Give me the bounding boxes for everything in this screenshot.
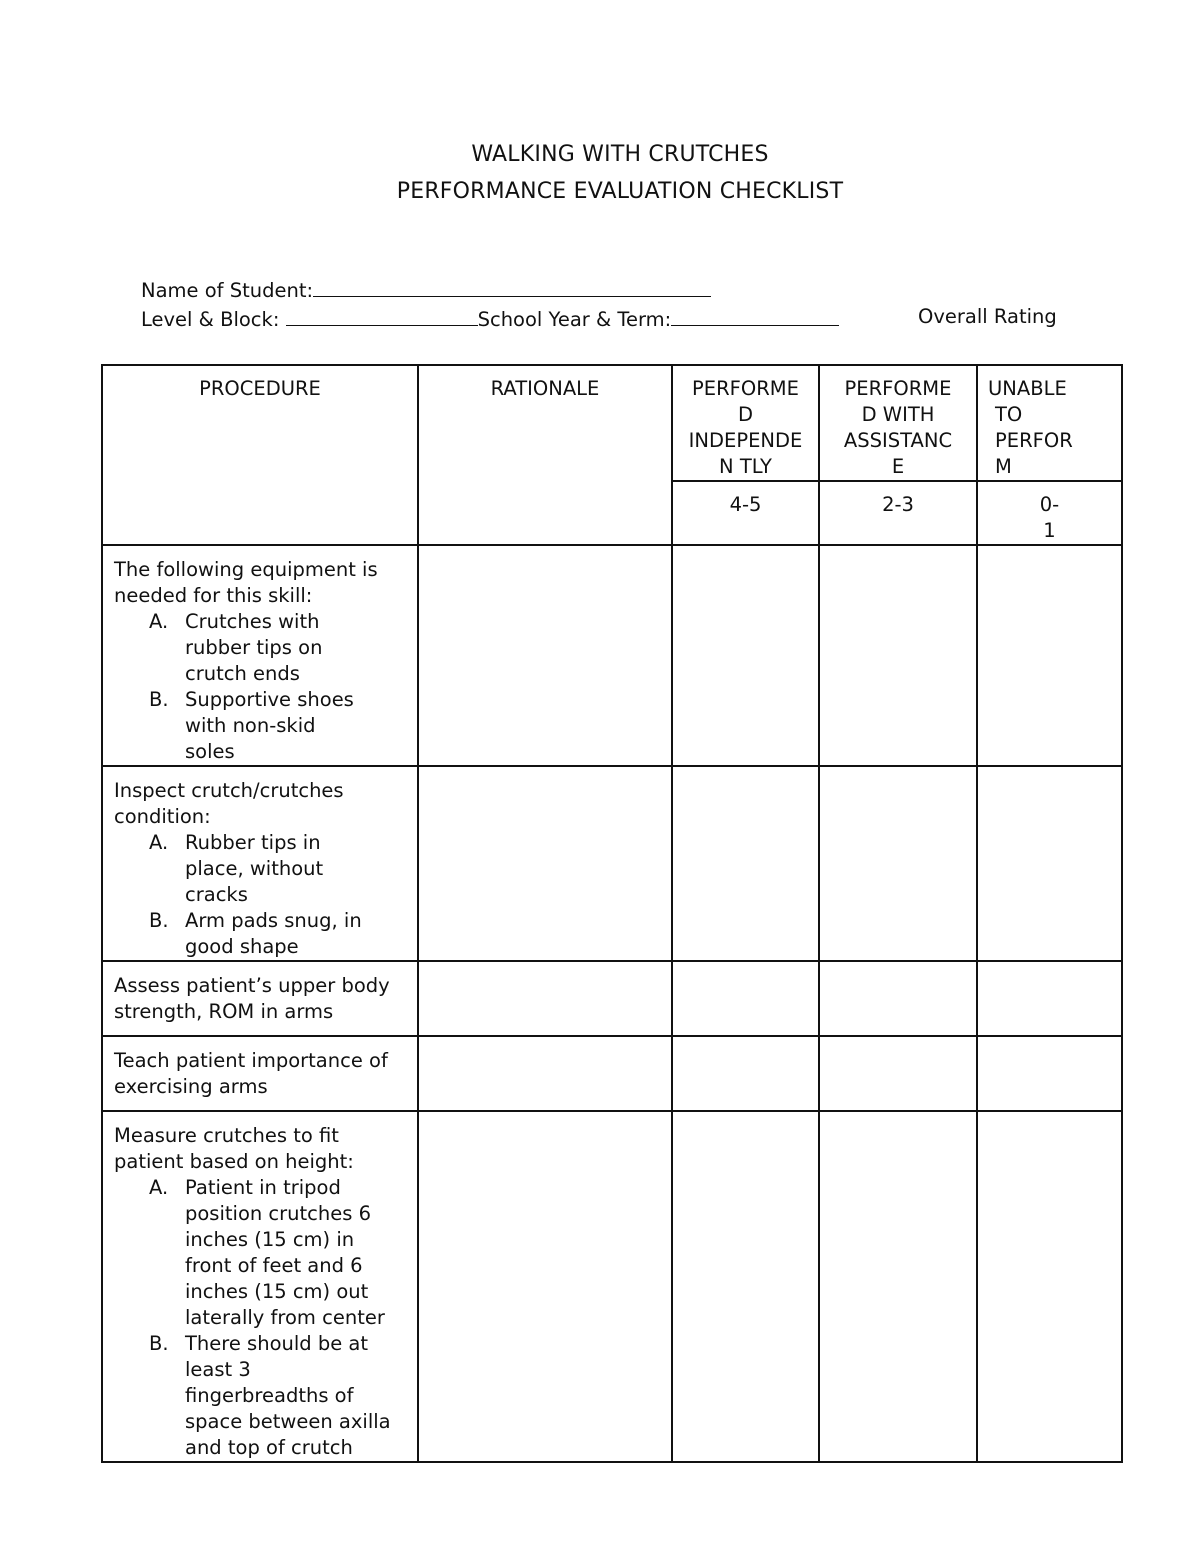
page-title: WALKING WITH CRUTCHES <box>471 142 769 167</box>
list-item: B. There should be at least 3 fingerbreadths of space between axilla and top of crutch <box>149 1332 391 1459</box>
procedure-header <box>102 365 418 545</box>
rationale-cell[interactable] <box>418 766 672 961</box>
procedure-header-label: PROCEDURE <box>199 377 321 400</box>
school-year-label: School Year & Term: <box>477 308 672 331</box>
student-name-blank[interactable] <box>313 276 711 297</box>
score-cell-assistance[interactable] <box>819 961 977 1036</box>
table-row <box>102 961 1122 1036</box>
score-cell-assistance[interactable] <box>819 766 977 961</box>
performed-with-assistance-header: PERFORME D WITH ASSISTANC E <box>819 365 977 481</box>
score-cell-unable[interactable] <box>977 1111 1122 1462</box>
score-unable: 0- 1 <box>977 481 1122 545</box>
rationale-cell[interactable] <box>418 1111 672 1462</box>
table-row <box>102 545 1122 766</box>
list-item: B. Arm pads snug, in good shape <box>149 909 362 958</box>
rationale-cell[interactable] <box>418 961 672 1036</box>
list-item: A. Rubber tips in place, without cracks <box>149 831 324 906</box>
list-item: A. Crutches with rubber tips on crutch ends <box>149 610 323 685</box>
page-subtitle: PERFORMANCE EVALUATION CHECKLIST <box>396 179 844 204</box>
level-block-label: Level & Block: <box>141 308 280 331</box>
score-cell-assistance[interactable] <box>819 545 977 766</box>
overall-rating-label: Overall Rating <box>918 305 1057 328</box>
score-cell-unable[interactable] <box>977 1036 1122 1111</box>
rationale-header-label: RATIONALE <box>490 377 600 400</box>
score-cell-unable[interactable] <box>977 545 1122 766</box>
score-cell-independent[interactable] <box>672 1036 819 1111</box>
rationale-cell[interactable] <box>418 545 672 766</box>
procedure-cell: Measure crutches to fit patient based on height: A. Patient in tripod position crutches 6 inches (15 cm) in front of feet and 6 inches (15 cm) out laterally from center B. There should be at least 3 fingerbreadths of space between axilla and top of crutch <box>102 1111 418 1462</box>
score-cell-assistance[interactable] <box>819 1111 977 1462</box>
school-year-blank[interactable] <box>671 305 839 326</box>
unable-to-perform-header: UNABLE TO PERFOR M <box>977 365 1122 481</box>
score-cell-independent[interactable] <box>672 1111 819 1462</box>
procedure-cell: The following equipment is needed for this skill: A. Crutches with rubber tips on crutch ends B. Supportive shoes with non-skid soles <box>102 545 418 766</box>
table-row <box>102 1111 1122 1462</box>
score-cell-independent[interactable] <box>672 766 819 961</box>
student-name-label: Name of Student: <box>141 279 314 302</box>
performed-independently-header: PERFORME D INDEPENDE N TLY <box>672 365 819 481</box>
score-independent: 4-5 <box>672 481 819 545</box>
score-cell-independent[interactable] <box>672 545 819 766</box>
level-block-blank[interactable] <box>286 305 478 326</box>
score-assistance: 2-3 <box>819 481 977 545</box>
procedure-cell: Inspect crutch/crutches condition: A. Rubber tips in place, without cracks B. Arm pads snug, in good shape <box>102 766 418 961</box>
rationale-header <box>418 365 672 545</box>
procedure-cell: Assess patient’s upper body strength, ROM in arms <box>102 961 418 1036</box>
score-cell-assistance[interactable] <box>819 1036 977 1111</box>
checklist-table <box>101 364 1123 1463</box>
list-item: B. Supportive shoes with non-skid soles <box>149 688 354 763</box>
list-item: A. Patient in tripod position crutches 6 inches (15 cm) in front of feet and 6 inches (15 cm) out laterally from center <box>149 1176 385 1329</box>
score-cell-unable[interactable] <box>977 961 1122 1036</box>
score-cell-unable[interactable] <box>977 766 1122 961</box>
score-cell-independent[interactable] <box>672 961 819 1036</box>
table-row <box>102 766 1122 961</box>
rationale-cell[interactable] <box>418 1036 672 1111</box>
table-row <box>102 1036 1122 1111</box>
student-name-field <box>141 276 711 302</box>
level-block-field <box>141 305 839 331</box>
procedure-cell: Teach patient importance of exercising arms <box>102 1036 418 1111</box>
